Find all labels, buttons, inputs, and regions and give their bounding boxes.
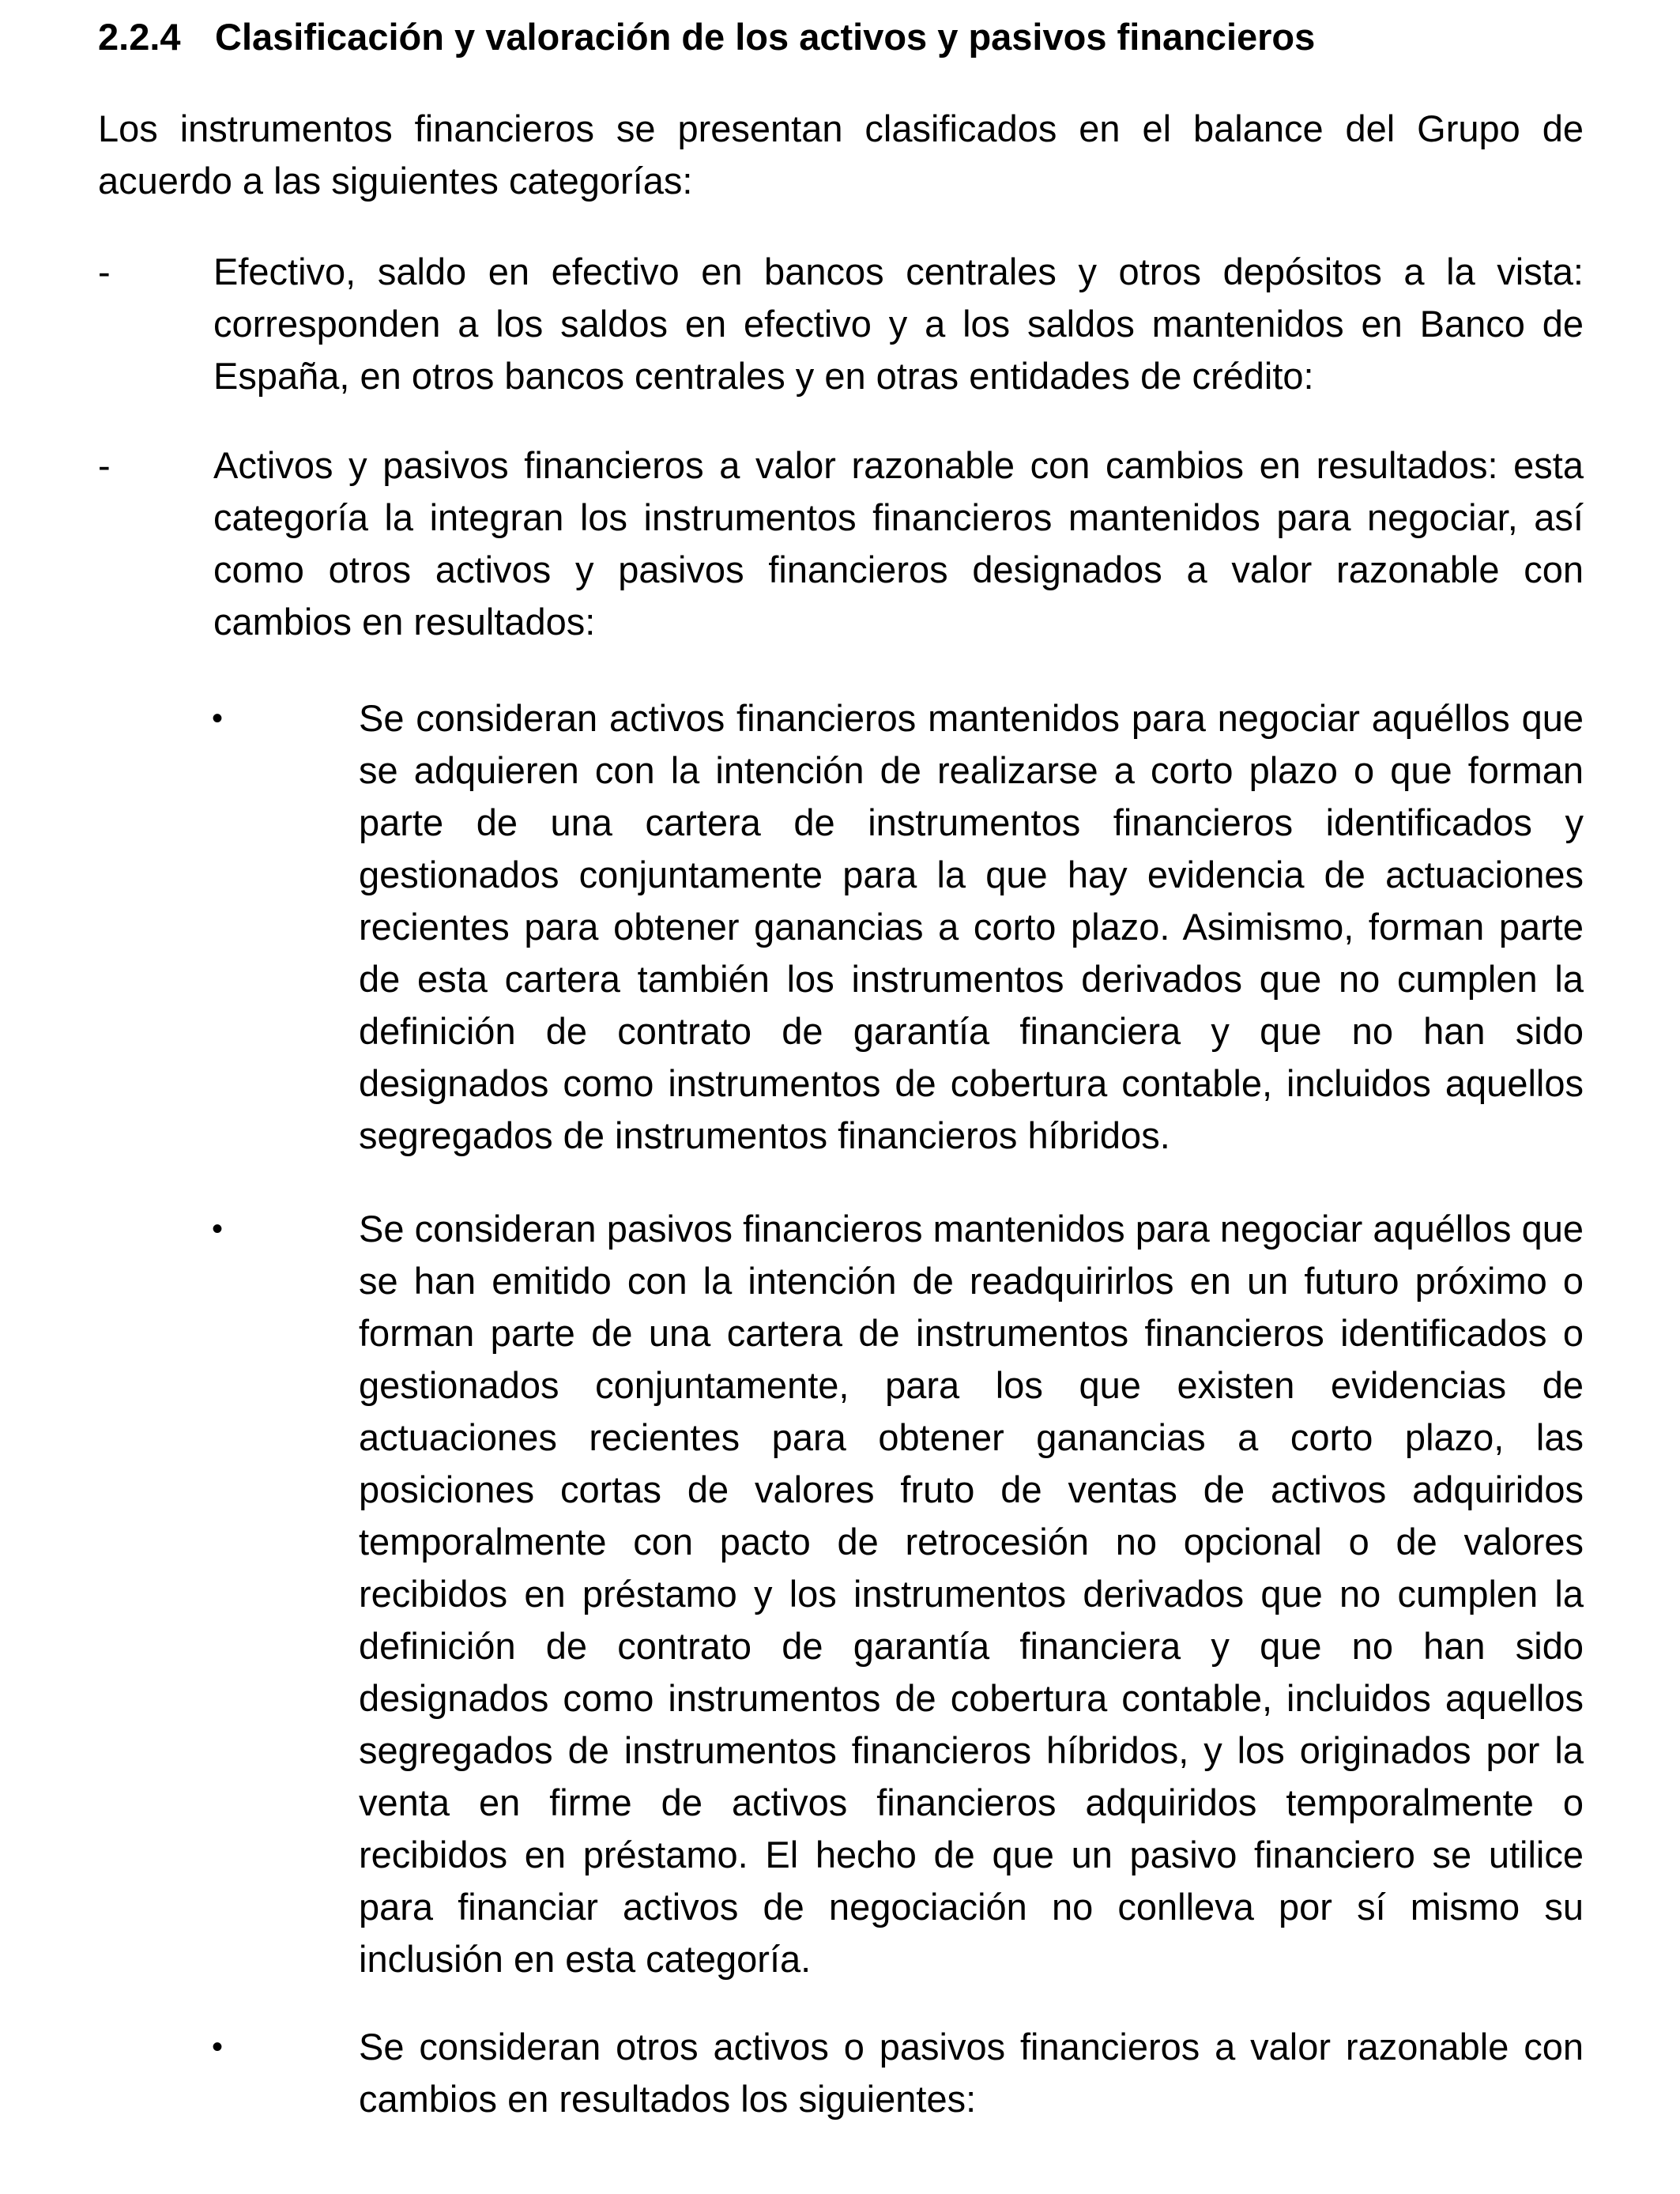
section-title: Clasificación y valoración de los activos y pasivos financieros	[215, 16, 1316, 58]
category-item-efectivo: Efectivo, saldo en efectivo en bancos centrales y otros depósitos a la vista: corresponden a los saldos en efectivo y a los saldos mantenidos en Banco de España, en otros bancos centrales y en otras entidades de crédito:	[213, 251, 1584, 397]
section-number: 2.2.4	[98, 16, 181, 58]
dash-marker: -	[98, 251, 111, 292]
bullet-marker: •	[212, 701, 224, 736]
bullet-item-pasivos-negociar: Se consideran pasivos financieros mantenidos para negociar aquéllos que se han emitido con la intención de readquirirlos en un futuro próximo o forman parte de una cartera de instrumentos financieros identificados o gestionados conjuntamente, para los que existen evidencias de actuaciones recientes para obtener ganancias a corto plazo, las posiciones cortas de valores fruto de ventas de activos adquiridos temporalmente con pacto de retrocesión no opcional o de valores recibidos en préstamo y los instrumentos derivados que no cumplen la definición de contrato de garantía financiera y que no han sido designados como instrumentos de cobertura contable, incluidos aquellos segregados de instrumentos financieros híbridos, y los originados por la venta en firme de activos financieros adquiridos temporalmente o recibidos en préstamo. El hecho de que un pasivo financiero se utilice para financiar activos de negociación no conlleva por sí mismo su inclusión en esta categoría.	[359, 1208, 1584, 1980]
bullet-marker: •	[212, 2030, 224, 2064]
section-heading	[98, 9, 1315, 65]
bullet-item-activos-negociar: Se consideran activos financieros mantenidos para negociar aquéllos que se adquieren con la intención de realizarse a corto plazo o que forman parte de una cartera de instrumentos financieros identificados y gestionados conjuntamente para la que hay evidencia de actuaciones recientes para obtener ganancias a corto plazo. Asimismo, forman parte de esta cartera también los instrumentos derivados que no cumplen la definición de contrato de garantía financiera y que no han sido designados como instrumentos de cobertura contable, incluidos aquellos segregados de instrumentos financieros híbridos.	[359, 697, 1584, 1156]
dash-marker: -	[98, 444, 111, 486]
category-item-valor-razonable: Activos y pasivos financieros a valor razonable con cambios en resultados: esta categoría la integran los instrumentos financieros mantenidos para negociar, así como otros activos y pasivos financieros designados a valor razonable con cambios en resultados:	[213, 444, 1584, 643]
bullet-item-otros-valor-razonable: Se consideran otros activos o pasivos financieros a valor razonable con cambios en resultados los siguientes:	[359, 2026, 1584, 2120]
bullet-marker: •	[212, 1212, 224, 1246]
intro-paragraph: Los instrumentos financieros se presentan clasificados en el balance del Grupo de acuerdo a las siguientes categorías:	[98, 107, 1584, 202]
